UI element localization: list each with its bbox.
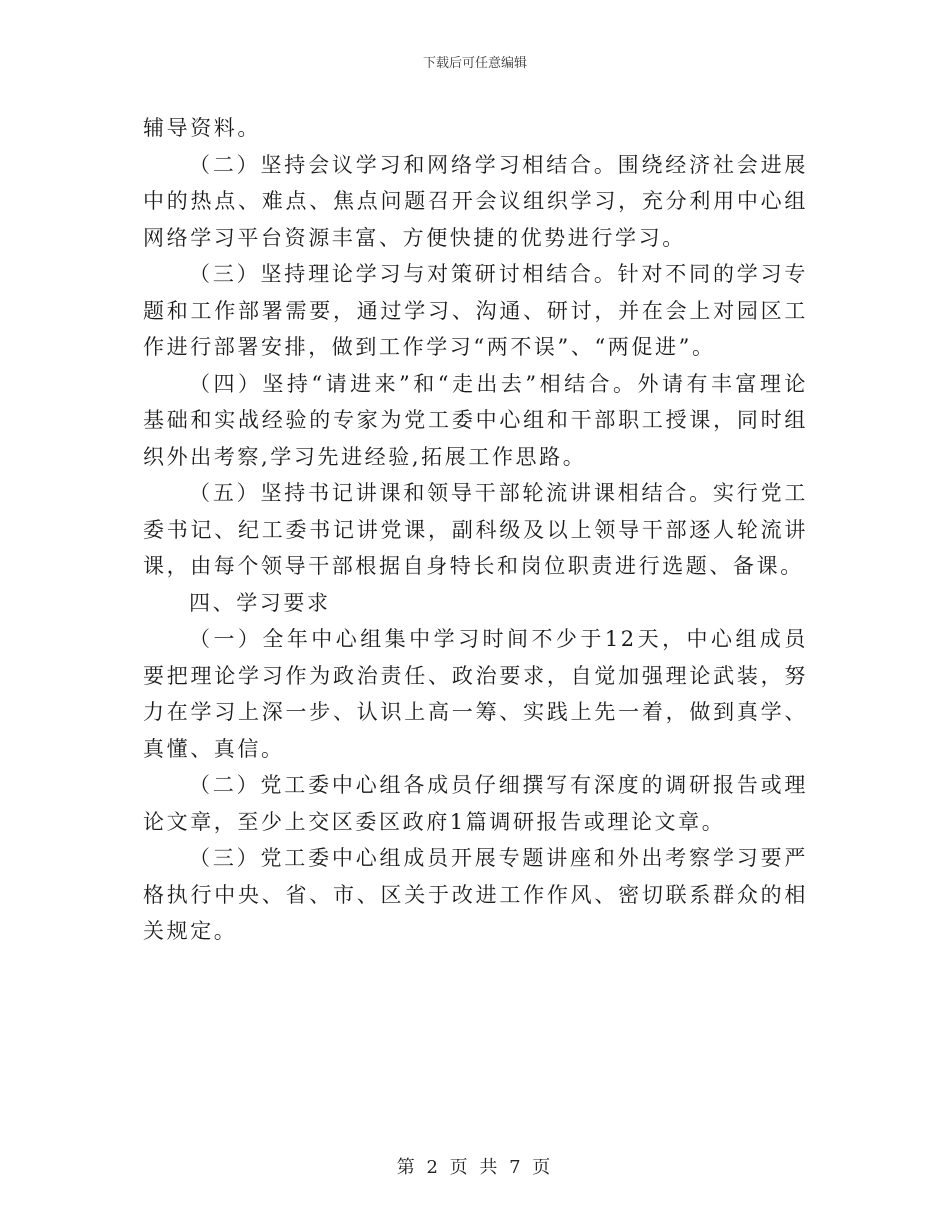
- section-heading-requirements: 四、学习要求: [189, 590, 331, 615]
- paragraph-item-3: （三）坚持理论学习与对策研讨相结合。针对不同的学习专题和工作部署需要，通过学习、沟通、研讨，并在会上对园区工作进行部署安排，做到工作学习“两不误”、“两促进”。: [143, 262, 808, 359]
- page-header-note: 下载后可任意编辑: [422, 56, 527, 71]
- paragraph-item-2: （二）坚持会议学习和网络学习相结合。围绕经济社会进展中的热点、难点、焦点问题召开会议组织学习，充分利用中心组网络学习平台资源丰富、方便快捷的优势进行学习。: [143, 152, 808, 250]
- paragraph-item-5: （五）坚持书记讲课和领导干部轮流讲课相结合。实行党工委书记、纪工委书记讲党课，副科级及以上领导干部逐人轮流讲课，由每个领导干部根据自身特长和岗位职责进行选题、备课。: [143, 481, 808, 578]
- paragraph-continuation: 辅导资料。: [143, 116, 261, 140]
- document-body: [143, 110, 808, 950]
- page-number: 第 2 页 共 7 页: [396, 1157, 554, 1178]
- paragraph-item-4: （四）坚持“请进来”和“走出去”相结合。外请有丰富理论基础和实战经验的专家为党工委中心组和干部职工授课，同时组织外出考察,学习先进经验,拓展工作思路。: [143, 371, 808, 469]
- requirement-item-2: （二）党工委中心组各成员仔细撰写有深度的调研报告或理论文章，至少上交区委区政府1篇调研报告或理论文章。: [143, 773, 808, 834]
- requirement-item-1: （一）全年中心组集中学习时间不少于12天，中心组成员要把理论学习作为政治责任、政治要求，自觉加强理论武装，努力在学习上深一步、认识上高一筹、实践上先一着，做到真学、真懂、真信。: [143, 627, 808, 761]
- requirement-item-3: （三）党工委中心组成员开展专题讲座和外出考察学习要严格执行中央、省、市、区关于改进工作作风、密切联系群众的相关规定。: [143, 846, 808, 943]
